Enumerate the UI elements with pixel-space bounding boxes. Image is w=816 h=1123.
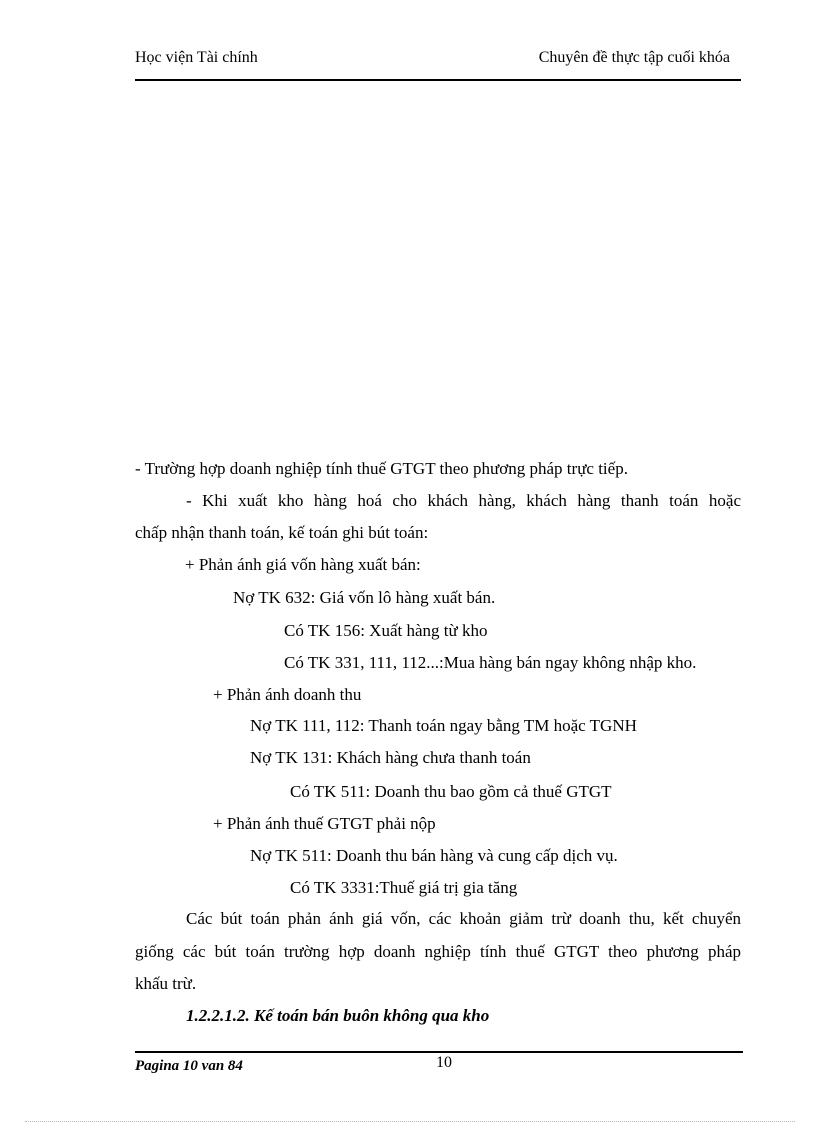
body-line: + Phản ánh doanh thu [213, 685, 362, 704]
body-line: Các bút toán phản ánh giá vốn, các khoản giảm trừ doanh thu, kết chuyển [186, 909, 741, 928]
body-line: + Phản ánh thuế GTGT phải nộp [213, 814, 436, 833]
body-line: khấu trừ. [135, 974, 197, 993]
body-line: Nợ TK 131: Khách hàng chưa thanh toán [250, 748, 531, 767]
footer-page-number: 10 [436, 1054, 452, 1071]
body-line: - Khi xuất kho hàng hoá cho khách hàng, khách hàng thanh toán hoặc [186, 491, 741, 510]
body-line: giống các bút toán trường hợp doanh nghiệp tính thuế GTGT theo phương pháp [135, 942, 741, 961]
body-line: chấp nhận thanh toán, kế toán ghi bút toán: [135, 523, 429, 542]
page-edge-dots [25, 1121, 795, 1122]
footer-divider [135, 1051, 743, 1053]
body-line: Có TK 3331:Thuế giá trị gia tăng [290, 878, 518, 897]
body-line: Có TK 331, 111, 112...:Mua hàng bán ngay không nhập kho. [284, 653, 697, 672]
body-line: + Phản ánh giá vốn hàng xuất bán: [185, 555, 421, 574]
footer-pagination: Pagina 10 van 84 [135, 1058, 243, 1074]
section-heading: 1.2.2.1.2. Kế toán bán buôn không qua kho [186, 1006, 490, 1025]
header-divider [135, 79, 741, 81]
body-line: Nợ TK 511: Doanh thu bán hàng và cung cấp dịch vụ. [250, 846, 618, 865]
body-line: - Trường hợp doanh nghiệp tính thuế GTGT theo phương pháp trực tiếp. [135, 459, 628, 478]
body-line: Nợ TK 111, 112: Thanh toán ngay bằng TM hoặc TGNH [250, 716, 637, 735]
body-line: Có TK 156: Xuất hàng từ kho [284, 621, 488, 640]
body-line: Có TK 511: Doanh thu bao gồm cả thuế GTGT [290, 782, 612, 801]
body-line: Nợ TK 632: Giá vốn lô hàng xuất bán. [233, 588, 496, 607]
header-institution: Học viện Tài chính [135, 49, 258, 66]
header-document-title: Chuyên đề thực tập cuối khóa [538, 49, 730, 66]
